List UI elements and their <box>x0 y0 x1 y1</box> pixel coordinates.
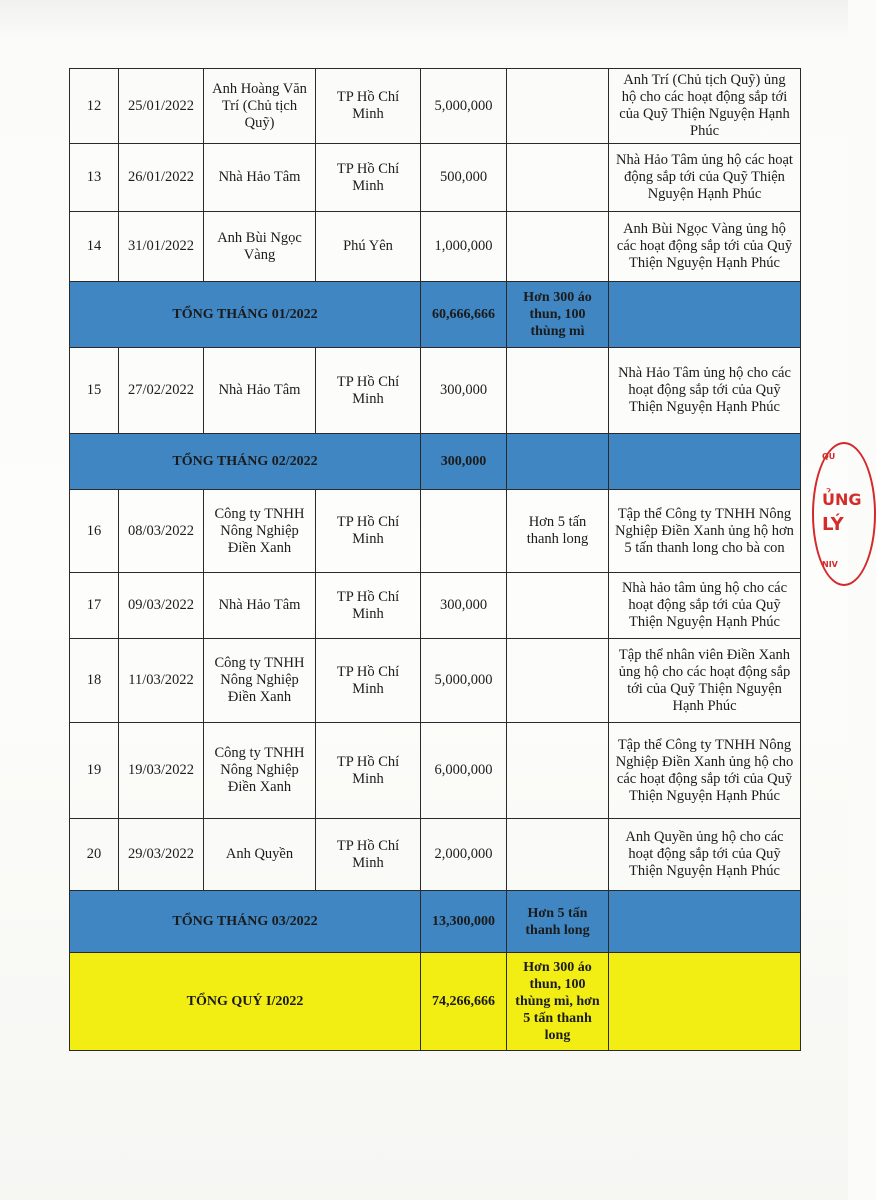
month-total-note <box>609 891 801 953</box>
row-date: 09/03/2022 <box>119 573 204 639</box>
row-amount: 5,000,000 <box>421 69 507 144</box>
month-total-label: TỔNG THÁNG 01/2022 <box>70 282 421 348</box>
row-donor: Anh Quyền <box>204 819 316 891</box>
red-seal-stamp <box>812 442 876 586</box>
row-goods: Hơn 5 tấn thanh long <box>507 490 609 573</box>
row-donor: Anh Bùi Ngọc Vàng <box>204 212 316 282</box>
row-note: Anh Quyền ủng hộ cho các hoạt động sắp tới của Quỹ Thiện Nguyện Hạnh Phúc <box>609 819 801 891</box>
row-stt: 12 <box>70 69 119 144</box>
row-stt: 16 <box>70 490 119 573</box>
row-stt: 15 <box>70 348 119 434</box>
table-row <box>70 819 801 891</box>
table-row <box>70 69 801 144</box>
quarter-total-row <box>70 953 801 1051</box>
row-goods <box>507 639 609 723</box>
month-total-note <box>609 434 801 490</box>
row-goods <box>507 69 609 144</box>
row-goods <box>507 723 609 819</box>
donation-table <box>69 68 801 1051</box>
row-amount: 5,000,000 <box>421 639 507 723</box>
quarter-total-note <box>609 953 801 1051</box>
row-location: TP Hồ Chí Minh <box>316 639 421 723</box>
row-goods <box>507 573 609 639</box>
row-location: Phú Yên <box>316 212 421 282</box>
row-amount: 500,000 <box>421 144 507 212</box>
row-location: TP Hồ Chí Minh <box>316 573 421 639</box>
row-location: TP Hồ Chí Minh <box>316 69 421 144</box>
row-stt: 18 <box>70 639 119 723</box>
row-note: Tập thể Công ty TNHH Nông Nghiệp Điền Xanh ủng hộ cho các hoạt động sắp tới của Quỹ Thiện Nguyện Hạnh Phúc <box>609 723 801 819</box>
row-donor: Nhà Hảo Tâm <box>204 144 316 212</box>
row-date: 08/03/2022 <box>119 490 204 573</box>
quarter-total-label: TỔNG QUÝ I/2022 <box>70 953 421 1051</box>
stamp-text-bottom: NIV <box>822 560 838 569</box>
row-donor: Công ty TNHH Nông Nghiệp Điền Xanh <box>204 723 316 819</box>
month-total-goods: Hơn 5 tấn thanh long <box>507 891 609 953</box>
row-note: Nhà Hảo Tâm ủng hộ các hoạt động sắp tới của Quỹ Thiện Nguyện Hạnh Phúc <box>609 144 801 212</box>
row-location: TP Hồ Chí Minh <box>316 348 421 434</box>
row-date: 31/01/2022 <box>119 212 204 282</box>
month-total-label: TỔNG THÁNG 03/2022 <box>70 891 421 953</box>
row-date: 29/03/2022 <box>119 819 204 891</box>
month-total-row <box>70 434 801 490</box>
row-note: Anh Trí (Chủ tịch Quỹ) ủng hộ cho các hoạt động sắp tới của Quỹ Thiện Nguyện Hạnh Phúc <box>609 69 801 144</box>
row-date: 27/02/2022 <box>119 348 204 434</box>
row-donor: Nhà Hảo Tâm <box>204 573 316 639</box>
table-row <box>70 348 801 434</box>
row-stt: 14 <box>70 212 119 282</box>
row-location: TP Hồ Chí Minh <box>316 490 421 573</box>
table-row <box>70 490 801 573</box>
month-total-note <box>609 282 801 348</box>
row-amount: 300,000 <box>421 573 507 639</box>
row-note: Nhà Hảo Tâm ủng hộ cho các hoạt động sắp tới của Quỹ Thiện Nguyện Hạnh Phúc <box>609 348 801 434</box>
table-row <box>70 639 801 723</box>
row-amount: 1,000,000 <box>421 212 507 282</box>
stamp-text-line2: LÝ <box>822 514 844 535</box>
row-location: TP Hồ Chí Minh <box>316 723 421 819</box>
row-donor: Công ty TNHH Nông Nghiệp Điền Xanh <box>204 490 316 573</box>
row-date: 26/01/2022 <box>119 144 204 212</box>
row-goods <box>507 144 609 212</box>
row-amount <box>421 490 507 573</box>
row-note: Anh Bùi Ngọc Vàng ủng hộ các hoạt động sắp tới của Quỹ Thiện Nguyện Hạnh Phúc <box>609 212 801 282</box>
month-total-label: TỔNG THÁNG 02/2022 <box>70 434 421 490</box>
row-date: 19/03/2022 <box>119 723 204 819</box>
stamp-text-line1: ỦNG <box>822 490 862 509</box>
row-stt: 13 <box>70 144 119 212</box>
row-stt: 17 <box>70 573 119 639</box>
month-total-row <box>70 891 801 953</box>
row-goods <box>507 348 609 434</box>
row-note: Tập thể Công ty TNHH Nông Nghiệp Điền Xanh ủng hộ hơn 5 tấn thanh long cho bà con <box>609 490 801 573</box>
month-total-amount: 60,666,666 <box>421 282 507 348</box>
table-row <box>70 723 801 819</box>
row-donor: Anh Hoàng Văn Trí (Chủ tịch Quỹ) <box>204 69 316 144</box>
quarter-total-amount: 74,266,666 <box>421 953 507 1051</box>
row-goods <box>507 819 609 891</box>
table-row <box>70 144 801 212</box>
row-amount: 6,000,000 <box>421 723 507 819</box>
table-row <box>70 212 801 282</box>
row-location: TP Hồ Chí Minh <box>316 144 421 212</box>
row-stt: 19 <box>70 723 119 819</box>
row-amount: 2,000,000 <box>421 819 507 891</box>
month-total-row <box>70 282 801 348</box>
row-amount: 300,000 <box>421 348 507 434</box>
month-total-amount: 300,000 <box>421 434 507 490</box>
month-total-goods: Hơn 300 áo thun, 100 thùng mì <box>507 282 609 348</box>
row-date: 11/03/2022 <box>119 639 204 723</box>
month-total-amount: 13,300,000 <box>421 891 507 953</box>
row-donor: Công ty TNHH Nông Nghiệp Điền Xanh <box>204 639 316 723</box>
row-donor: Nhà Hảo Tâm <box>204 348 316 434</box>
stamp-text-top: QU <box>822 452 836 461</box>
month-total-goods <box>507 434 609 490</box>
row-location: TP Hồ Chí Minh <box>316 819 421 891</box>
row-note: Tập thể nhân viên Điền Xanh ủng hộ cho các hoạt động sắp tới của Quỹ Thiện Nguyện Hạnh Phúc <box>609 639 801 723</box>
row-note: Nhà hảo tâm ủng hộ cho các hoạt động sắp tới của Quỹ Thiện Nguyện Hạnh Phúc <box>609 573 801 639</box>
quarter-total-goods: Hơn 300 áo thun, 100 thùng mì, hơn 5 tấn thanh long <box>507 953 609 1051</box>
row-date: 25/01/2022 <box>119 69 204 144</box>
table-row <box>70 573 801 639</box>
row-goods <box>507 212 609 282</box>
row-stt: 20 <box>70 819 119 891</box>
